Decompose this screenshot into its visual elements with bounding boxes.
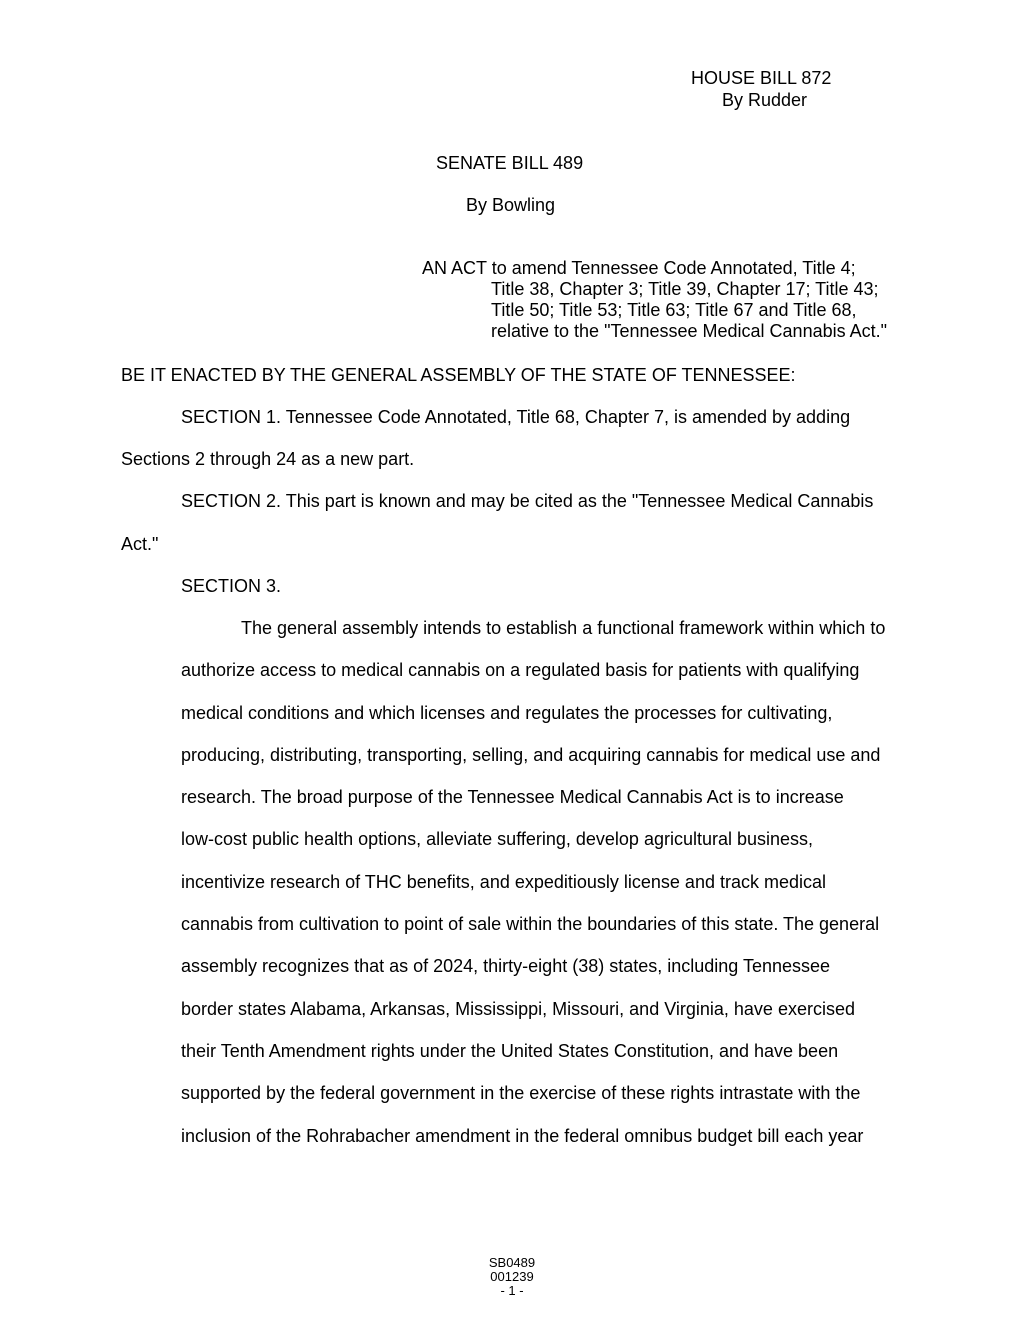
senate-bill-sponsor: By Bowling (466, 195, 556, 215)
caption-line: relative to the "Tennessee Medical Cannabis Act." (491, 321, 887, 341)
act-caption (422, 258, 887, 342)
body-line: assembly recognizes that as of 2024, thirty-eight (38) states, including Tennessee (181, 956, 831, 977)
section-3-heading: SECTION 3. (181, 576, 282, 596)
page-footer (462, 1256, 562, 1298)
house-bill-sponsor: By Rudder (722, 90, 808, 110)
body-line: cannabis from cultivation to point of sale within the boundaries of this state. The general (181, 914, 880, 935)
section-1-line-2: Sections 2 through 24 as a new part. (121, 449, 415, 469)
caption-line: AN ACT to amend Tennessee Code Annotated, Title 4; (422, 258, 856, 278)
enacting-clause: BE IT ENACTED BY THE GENERAL ASSEMBLY OF THE STATE OF TENNESSEE: (121, 365, 796, 385)
body-line: The general assembly intends to establish a functional framework within which to (241, 618, 886, 638)
body-line: low-cost public health options, alleviate suffering, develop agricultural business, (181, 829, 814, 850)
section-1-line-1: SECTION 1. Tennessee Code Annotated, Title 68, Chapter 7, is amended by adding (181, 407, 851, 427)
body-line: producing, distributing, transporting, selling, and acquiring cannabis for medical use and (181, 744, 881, 765)
body-line: authorize access to medical cannabis on a regulated basis for patients with qualifying (181, 660, 860, 681)
footer-bill-code: SB0489 (488, 1255, 536, 1270)
caption-line: Title 50; Title 53; Title 63; Title 67 and Title 68, (491, 300, 857, 320)
body-line: incentivize research of THC benefits, and expeditiously license and track medical (181, 871, 826, 892)
body-line: their Tenth Amendment rights under the United States Constitution, and have been (181, 1040, 839, 1061)
footer-doc-number: 001239 (490, 1269, 534, 1284)
body-line: border states Alabama, Arkansas, Mississippi, Missouri, and Virginia, have exercised (181, 998, 855, 1019)
senate-bill-number: SENATE BILL 489 (436, 153, 584, 173)
body-line: research. The broad purpose of the Tennessee Medical Cannabis Act is to increase (181, 787, 844, 808)
section-2-line-1: SECTION 2. This part is known and may be cited as the "Tennessee Medical Cannabis (181, 491, 874, 511)
house-bill-number: HOUSE BILL 872 (691, 68, 832, 88)
footer-page-number: - 1 - (500, 1283, 524, 1298)
section-2-line-2: Act." (121, 534, 159, 554)
body-line: medical conditions and which licenses and regulates the processes for cultivating, (181, 702, 833, 723)
caption-line: Title 38, Chapter 3; Title 39, Chapter 17; Title 43; (491, 279, 879, 299)
body-line: supported by the federal government in the exercise of these rights intrastate with the (181, 1083, 861, 1104)
body-line: inclusion of the Rohrabacher amendment in the federal omnibus budget bill each year (181, 1125, 864, 1146)
section-3-body (181, 607, 885, 1157)
